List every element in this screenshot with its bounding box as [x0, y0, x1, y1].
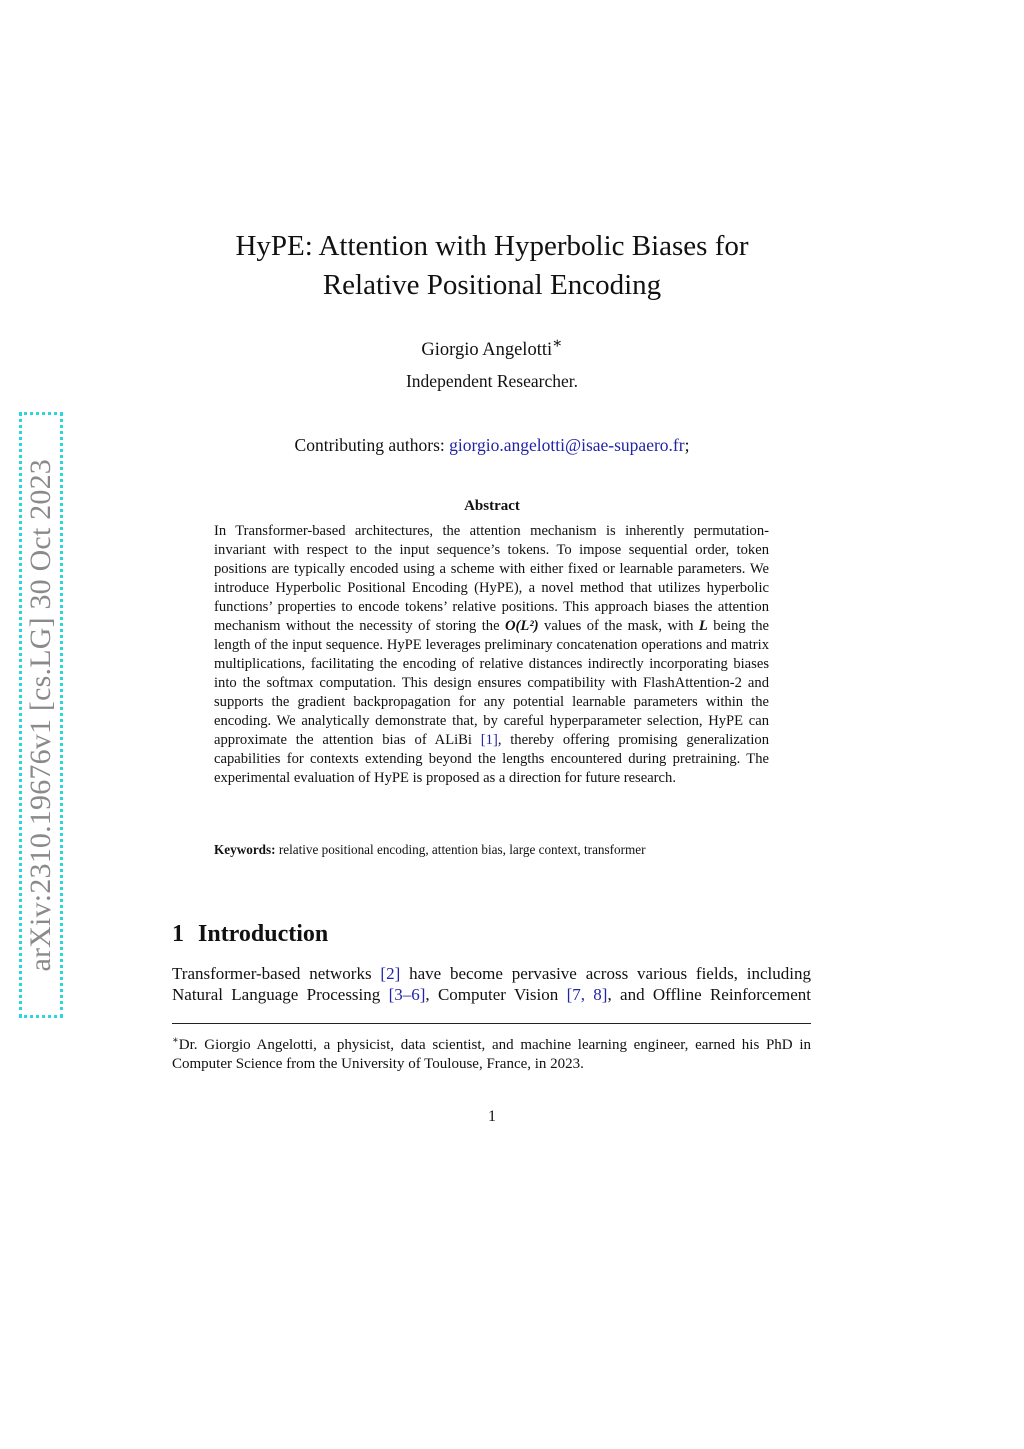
author-line	[172, 334, 812, 361]
section-heading	[172, 921, 328, 948]
abstract-body	[214, 522, 769, 788]
contact-line	[172, 435, 812, 456]
footnote	[172, 1031, 811, 1074]
keywords-text: relative positional encoding, attention bias, large context, transformer	[275, 842, 646, 857]
footnote-text: Dr. Giorgio Angelotti, a physicist, data scientist, and machine learning engineer, earned his PhD in Computer Science from the University of Toulouse, France, in 2023.	[172, 1037, 811, 1072]
section-title: Introduction	[198, 921, 329, 947]
intro-text-2: have become pervasive across various fields, including Natural Language Processing	[172, 964, 811, 1004]
intro-text-1: Transformer-based networks	[172, 964, 381, 983]
arxiv-identifier[interactable]: arXiv:2310.19676v1 [cs.LG] 30 Oct 2023	[24, 458, 57, 972]
intro-paragraph	[172, 963, 811, 1005]
abstract-text-3: being the length of the input sequence. HyPE leverages preliminary concatenation operations and matrix multiplications, facilitating the encoding of relative distances indirectly incorporating biases into the softmax computation. This design ensures compatibility with FlashAttention-2 and supports the gradient backpropagation for any potential learnable parameters within the encoding. We analytically demonstrate that, by careful hyperparameter selection, HyPE can approximate the attention bias of ALiBi	[214, 618, 769, 748]
intro-text-4: , and Offline Reinforcement	[607, 985, 811, 1004]
abstract-text-4: , thereby offering promising generalization capabilities for contexts extending beyond the lengths encountered during pretraining. The experimental evaluation of HyPE is proposed as a direction for future research.	[214, 732, 769, 786]
email-link[interactable]: giorgio.angelotti@isae-supaero.fr	[449, 435, 685, 455]
intro-text-3: , Computer Vision	[425, 985, 567, 1004]
author-footnote-mark[interactable]: ∗	[552, 335, 563, 352]
abstract-heading: Abstract	[464, 498, 520, 514]
citation-link[interactable]: [3–6]	[388, 985, 426, 1004]
contact-suffix: ;	[684, 435, 690, 455]
citation-link[interactable]: [7, 8]	[566, 985, 608, 1004]
author-name: Giorgio Angelotti	[421, 340, 553, 361]
title-line-1: HyPE: Attention with Hyperbolic Biases for	[235, 230, 749, 262]
citation-link[interactable]: [2]	[380, 964, 401, 983]
math-complexity: O(L²)	[505, 618, 539, 634]
section-number: 1	[172, 921, 184, 947]
keywords-label: Keywords:	[214, 842, 276, 857]
abstract-text-2: values of the mask, with	[538, 618, 699, 634]
contact-label: Contributing authors:	[294, 435, 450, 455]
keywords	[214, 842, 769, 858]
title-line-2: Relative Positional Encoding	[322, 269, 662, 301]
citation-link[interactable]: [1]	[480, 732, 498, 748]
footnote-mark: ∗	[172, 1035, 179, 1046]
author-affiliation: Independent Researcher.	[405, 371, 578, 391]
paper-title	[172, 227, 812, 305]
abstract-text-1: In Transformer-based architectures, the attention mechanism is inherently permutation-invariant with respect to the input sequence’s tokens. To impose sequential order, token positions are typically encoded using a scheme with either fixed or learnable parameters. We introduce Hyperbolic Positional Encoding (HyPE), a novel method that utilizes hyperbolic functions’ properties to encode tokens’ relative positions. This approach biases the attention mechanism without the necessity of storing the	[214, 523, 769, 634]
page-number: 1	[488, 1108, 496, 1125]
arxiv-stamp[interactable]	[19, 412, 63, 1018]
footnote-divider	[172, 1023, 811, 1024]
math-length: L	[698, 618, 708, 634]
